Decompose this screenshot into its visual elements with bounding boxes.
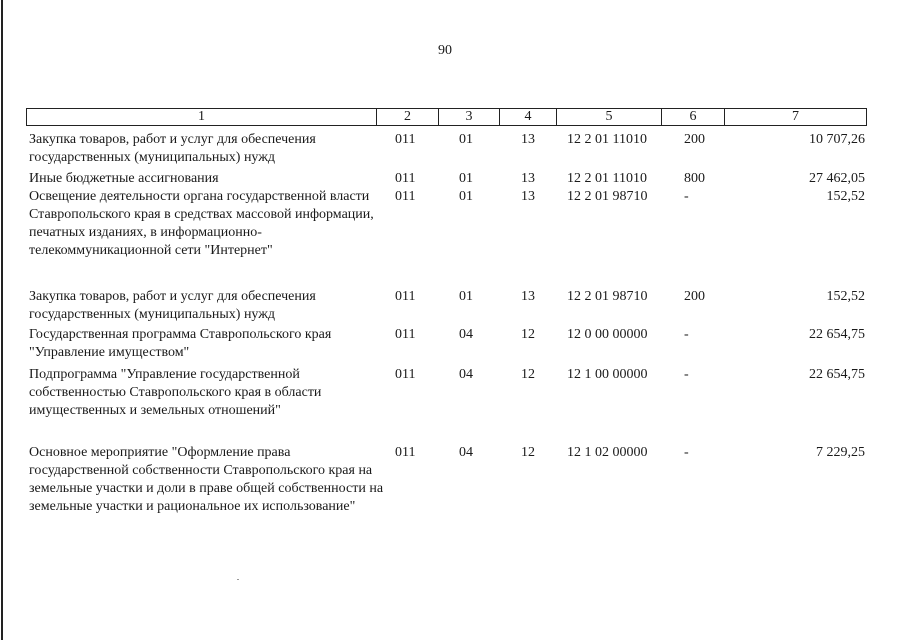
- row-amount: 7 229,25: [816, 445, 865, 460]
- row-amount: 152,52: [826, 189, 865, 204]
- scan-speck: [237, 579, 239, 580]
- row-name: Основное мероприятие "Оформление права государственной собственности Ставропольского края на земельные участки и доли в праве общей собственности на земельные участки и рациональное их использование": [29, 445, 384, 514]
- header-col-1: 1: [198, 109, 205, 124]
- row-code-5: 12 2 01 98710: [567, 289, 648, 304]
- row-code-5: 12 1 00 00000: [567, 367, 648, 382]
- row-code-5: 12 2 01 11010: [567, 132, 647, 147]
- header-col-4: 4: [499, 109, 556, 125]
- row-code-3: 04: [459, 445, 473, 460]
- row-code-6: 200: [684, 132, 705, 147]
- row-code-6: 800: [684, 171, 705, 186]
- row-name: Закупка товаров, работ и услуг для обеспечения государственных (муниципальных) нужд: [29, 289, 316, 322]
- row-code-6: -: [684, 189, 689, 204]
- row-code-4: 13: [521, 132, 535, 147]
- row-code-3: 01: [459, 289, 473, 304]
- table-header: [26, 108, 867, 126]
- row-code-2: 011: [395, 171, 416, 186]
- header-col-3: 3: [438, 109, 499, 125]
- header-col-7: 7: [724, 109, 866, 125]
- row-code-3: 04: [459, 327, 473, 342]
- page-number: 90: [438, 43, 452, 58]
- row-code-6: -: [684, 367, 689, 382]
- row-code-2: 011: [395, 132, 416, 147]
- header-col-5: 5: [556, 109, 661, 125]
- row-code-3: 01: [459, 171, 473, 186]
- header-col-6: 6: [661, 109, 724, 125]
- row-code-2: 011: [395, 289, 416, 304]
- row-amount: 22 654,75: [809, 327, 865, 342]
- row-name: Освещение деятельности органа государственной власти Ставропольского края в средствах массовой информации, печатных изданиях, в информационно-телекоммуникационной сети "Интернет": [29, 189, 374, 258]
- row-code-6: -: [684, 445, 689, 460]
- row-amount: 22 654,75: [809, 367, 865, 382]
- row-code-4: 13: [521, 289, 535, 304]
- row-code-6: 200: [684, 289, 705, 304]
- row-code-3: 04: [459, 367, 473, 382]
- row-code-4: 13: [521, 171, 535, 186]
- row-code-5: 12 2 01 98710: [567, 189, 648, 204]
- row-code-4: 13: [521, 189, 535, 204]
- row-amount: 152,52: [826, 289, 865, 304]
- row-name: Государственная программа Ставропольского края "Управление имуществом": [29, 327, 332, 360]
- row-name: Иные бюджетные ассигнования: [29, 171, 219, 186]
- row-code-2: 011: [395, 327, 416, 342]
- header-col-2: 2: [376, 109, 438, 125]
- row-code-4: 12: [521, 327, 535, 342]
- row-code-2: 011: [395, 367, 416, 382]
- row-amount: 27 462,05: [809, 171, 865, 186]
- row-name: Закупка товаров, работ и услуг для обеспечения государственных (муниципальных) нужд: [29, 132, 316, 165]
- row-code-2: 011: [395, 189, 416, 204]
- row-code-4: 12: [521, 367, 535, 382]
- scan-edge-line: [1, 0, 3, 640]
- row-code-2: 011: [395, 445, 416, 460]
- row-code-3: 01: [459, 132, 473, 147]
- row-name: Подпрограмма "Управление государственной собственностью Ставропольского края в области имущественных и земельных отношений": [29, 367, 322, 418]
- row-code-3: 01: [459, 189, 473, 204]
- row-code-4: 12: [521, 445, 535, 460]
- row-code-6: -: [684, 327, 689, 342]
- row-code-5: 12 1 02 00000: [567, 445, 648, 460]
- row-code-5: 12 2 01 11010: [567, 171, 647, 186]
- row-code-5: 12 0 00 00000: [567, 327, 648, 342]
- row-amount: 10 707,26: [809, 132, 865, 147]
